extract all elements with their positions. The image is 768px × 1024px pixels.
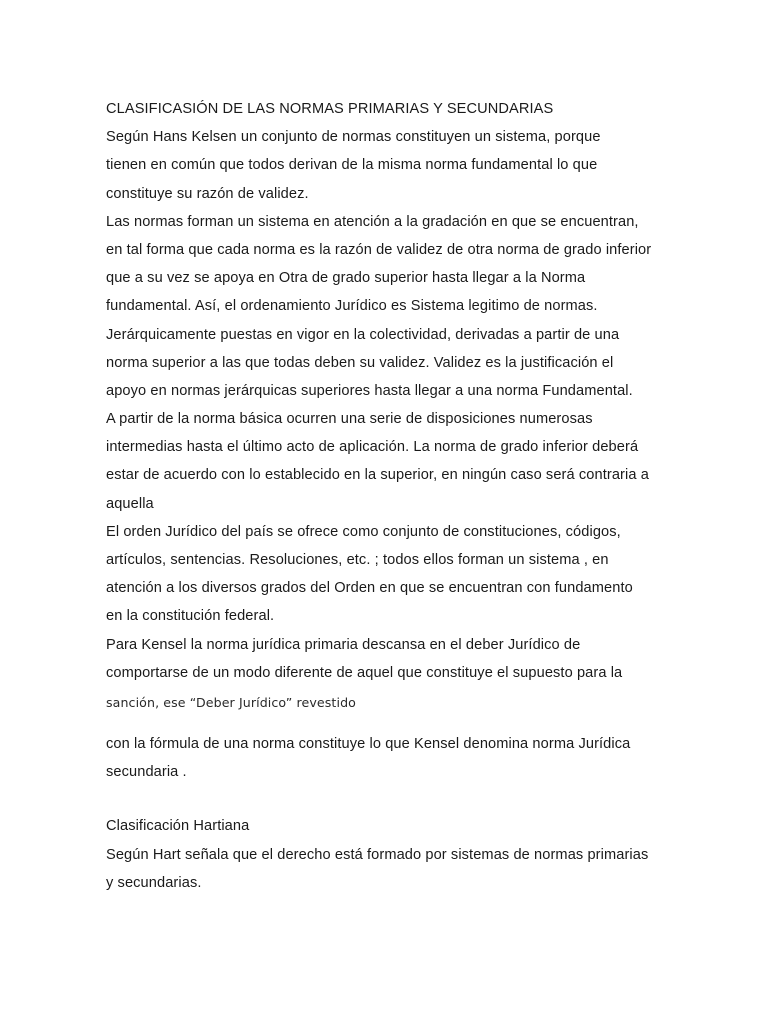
text-line: A partir de la norma básica ocurren una serie de disposiciones numerosas bbox=[106, 411, 593, 428]
document-page bbox=[106, 95, 686, 897]
text-line: fundamental. Así, el ordenamiento Jurídico es Sistema legitimo de normas. bbox=[106, 298, 598, 315]
text-line: El orden Jurídico del país se ofrece como conjunto de constituciones, códigos, bbox=[106, 523, 621, 540]
text-line: intermedias hasta el último acto de aplicación. La norma de grado inferior deberá bbox=[106, 439, 639, 456]
text-line: secundaria . bbox=[106, 764, 187, 781]
section-subtitle: Clasificación Hartiana bbox=[106, 818, 250, 835]
text-line: constituye su razón de validez. bbox=[106, 185, 309, 202]
text-line: Las normas forman un sistema en atención a la gradación en que se encuentran, bbox=[106, 213, 639, 230]
paragraph-gap bbox=[106, 786, 686, 812]
text-line: que a su vez se apoya en Otra de grado superior hasta llegar a la Norma bbox=[106, 270, 586, 287]
alt-font-line: sanción, ese “Deber Jurídico” revestido bbox=[106, 694, 356, 710]
text-line: artículos, sentencias. Resoluciones, etc. ; todos ellos forman un sistema , en bbox=[106, 552, 609, 568]
text-line: comportarse de un modo diferente de aquel que constituye el supuesto para la bbox=[106, 664, 623, 681]
text-line: en la constitución federal. bbox=[106, 608, 275, 625]
text-line: norma superior a las que todas deben su validez. Validez es la justificación el bbox=[106, 354, 614, 371]
text-line: Para Kensel la norma jurídica primaria descansa en el deber Jurídico de bbox=[106, 636, 581, 653]
paragraph-gap bbox=[106, 718, 686, 730]
text-line: y secundarias. bbox=[106, 874, 202, 891]
document-title: CLASIFICASIÓN DE LAS NORMAS PRIMARIAS Y SECUNDARIAS bbox=[106, 101, 554, 117]
text-line: Según Hart señala que el derecho está formado por sistemas de normas primarias bbox=[106, 846, 649, 863]
text-line: estar de acuerdo con lo establecido en la superior, en ningún caso será contraria a bbox=[106, 467, 649, 484]
text-line: tienen en común que todos derivan de la misma norma fundamental lo que bbox=[106, 157, 598, 174]
text-line: Según Hans Kelsen un conjunto de normas constituyen un sistema, porque bbox=[106, 129, 601, 146]
text-line: con la fórmula de una norma constituye lo que Kensel denomina norma Jurídica bbox=[106, 735, 631, 752]
text-line: en tal forma que cada norma es la razón de validez de otra norma de grado inferior bbox=[106, 241, 652, 258]
text-line: apoyo en normas jerárquicas superiores hasta llegar a una norma Fundamental. bbox=[106, 382, 633, 399]
text-line: Jerárquicamente puestas en vigor en la colectividad, derivadas a partir de una bbox=[106, 326, 620, 343]
text-line: atención a los diversos grados del Orden en que se encuentran con fundamento bbox=[106, 580, 633, 597]
text-line: aquella bbox=[106, 495, 154, 512]
